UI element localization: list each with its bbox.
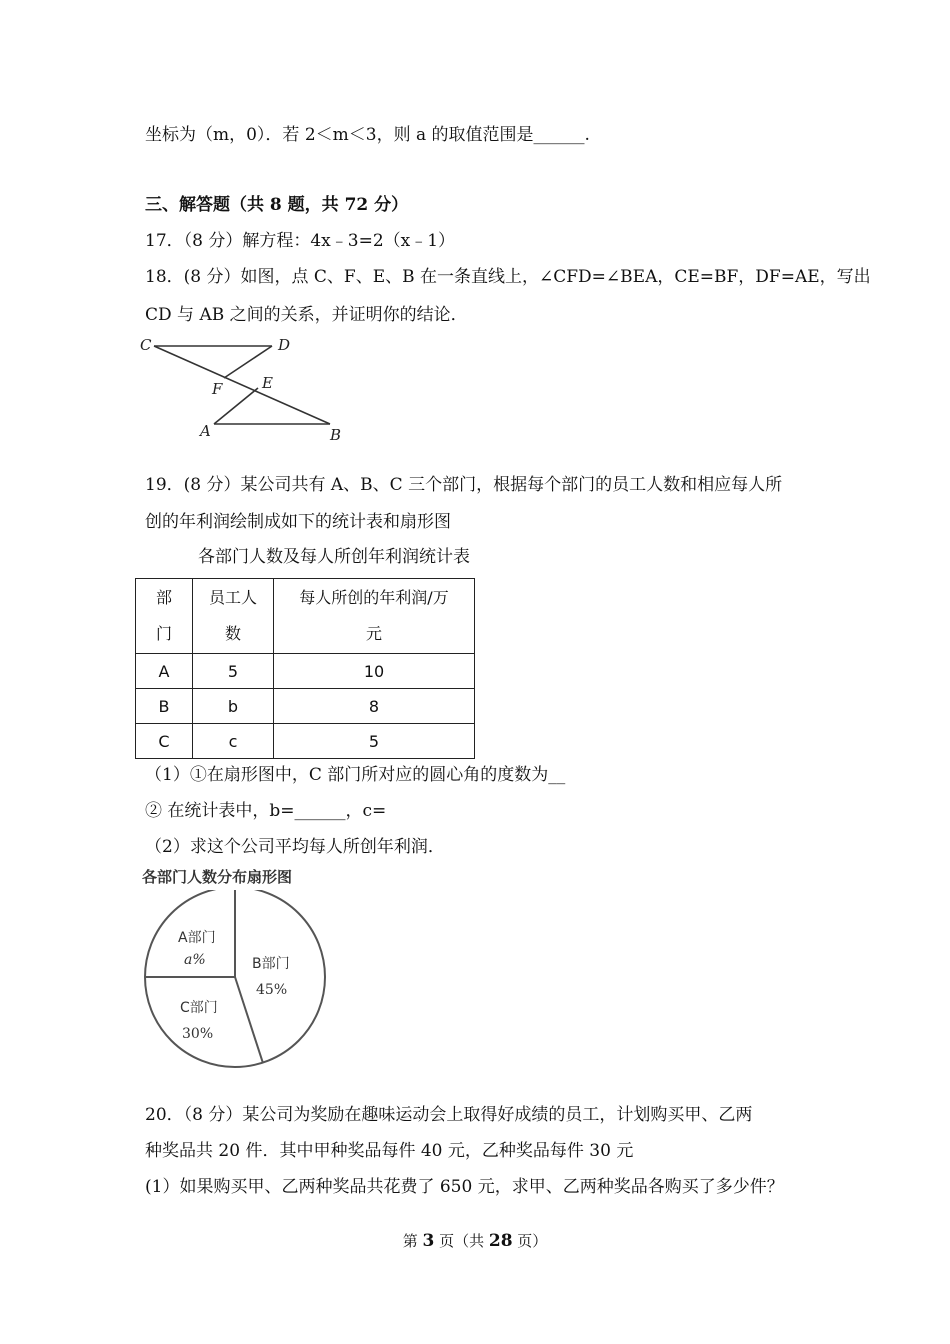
question-19-part1b: ② 在统计表中，b=______，c= bbox=[145, 801, 387, 821]
footer-prefix: 第 bbox=[402, 1232, 423, 1250]
cell-dept: C bbox=[136, 724, 193, 759]
cell-count: c bbox=[193, 724, 274, 759]
question-20-line2: 种奖品共 20 件．其中甲种奖品每件 40 元，乙种奖品每件 30 元 bbox=[145, 1141, 634, 1161]
pie-value-a: a% bbox=[184, 952, 206, 968]
cell-count: 5 bbox=[193, 654, 274, 689]
statistics-table bbox=[135, 578, 475, 759]
label-b: B bbox=[330, 426, 342, 444]
question-19-part2: （2）求这个公司平均每人所创年利润． bbox=[145, 837, 445, 857]
pie-value-b: 45% bbox=[256, 982, 288, 998]
header-count-part2: 数 bbox=[224, 624, 241, 643]
question-19-line2: 创的年利润绘制成如下的统计表和扇形图 bbox=[145, 512, 451, 532]
label-d: D bbox=[278, 336, 291, 354]
cell-profit: 5 bbox=[274, 724, 475, 759]
label-e: E bbox=[262, 374, 273, 392]
table-row bbox=[136, 689, 475, 724]
pie-label-c: C部门 bbox=[180, 1000, 218, 1016]
footer-total-pages: 28 bbox=[488, 1231, 513, 1251]
header-dept-part1: 部 bbox=[155, 588, 172, 607]
question-19-line1: 19．(8 分）某公司共有 A、B、C 三个部门，根据每个部门的员工人数和相应每人所 bbox=[145, 475, 783, 495]
header-profit bbox=[274, 579, 475, 654]
question-17: 17．（8 分）解方程：4x﹣3=2（x﹣1） bbox=[145, 231, 456, 251]
footer-middle: 页（共 bbox=[434, 1232, 489, 1250]
question-18-line1: 18．(8 分）如图，点 C、F、E、B 在一条直线上，∠CFD=∠BEA，CE=BF，DF=AE，写出 bbox=[145, 267, 871, 287]
label-f: F bbox=[212, 380, 223, 398]
geometry-figure bbox=[138, 330, 358, 448]
cell-profit: 8 bbox=[274, 689, 475, 724]
table-row bbox=[136, 654, 475, 689]
pie-value-c: 30% bbox=[182, 1026, 214, 1042]
pie-chart bbox=[140, 890, 330, 1070]
header-profit-part1: 每人所创的年利润/万 bbox=[299, 588, 449, 607]
table-row bbox=[136, 724, 475, 759]
label-c: C bbox=[140, 336, 152, 354]
footer-page-number: 3 bbox=[422, 1231, 435, 1251]
header-count-part1: 员工人 bbox=[208, 588, 257, 607]
pie-label-a: A部门 bbox=[178, 930, 216, 946]
table-header-row bbox=[136, 579, 475, 654]
cell-profit: 10 bbox=[274, 654, 475, 689]
label-a: A bbox=[200, 422, 211, 440]
header-dept bbox=[136, 579, 193, 654]
table-title: 各部门人数及每人所创年利润统计表 bbox=[198, 547, 470, 567]
pie-chart-title: 各部门人数分布扇形图 bbox=[142, 868, 293, 886]
section-heading: 三、解答题（共 8 题，共 72 分） bbox=[145, 195, 409, 215]
footer-suffix: 页） bbox=[512, 1232, 548, 1250]
question-16-continuation: 坐标为（m，0）．若 2＜m＜3，则 a 的取值范围是______. bbox=[145, 125, 590, 145]
header-profit-part2: 元 bbox=[365, 624, 382, 643]
cell-dept: A bbox=[136, 654, 193, 689]
page-footer bbox=[0, 1230, 950, 1251]
question-18-line2: CD 与 AB 之间的关系，并证明你的结论． bbox=[145, 305, 468, 325]
header-count bbox=[193, 579, 274, 654]
question-20-line1: 20．（8 分）某公司为奖励在趣味运动会上取得好成绩的员工，计划购买甲、乙两 bbox=[145, 1105, 753, 1125]
cell-count: b bbox=[193, 689, 274, 724]
cell-dept: B bbox=[136, 689, 193, 724]
question-19-part1: （1）①在扇形图中，C 部门所对应的圆心角的度数为__ bbox=[145, 765, 566, 785]
header-dept-part2: 门 bbox=[155, 624, 172, 643]
question-20-line3: (1）如果购买甲、乙两种奖品共花费了 650 元，求甲、乙两种奖品各购买了多少件？ bbox=[145, 1177, 784, 1197]
pie-label-b: B部门 bbox=[252, 956, 290, 972]
